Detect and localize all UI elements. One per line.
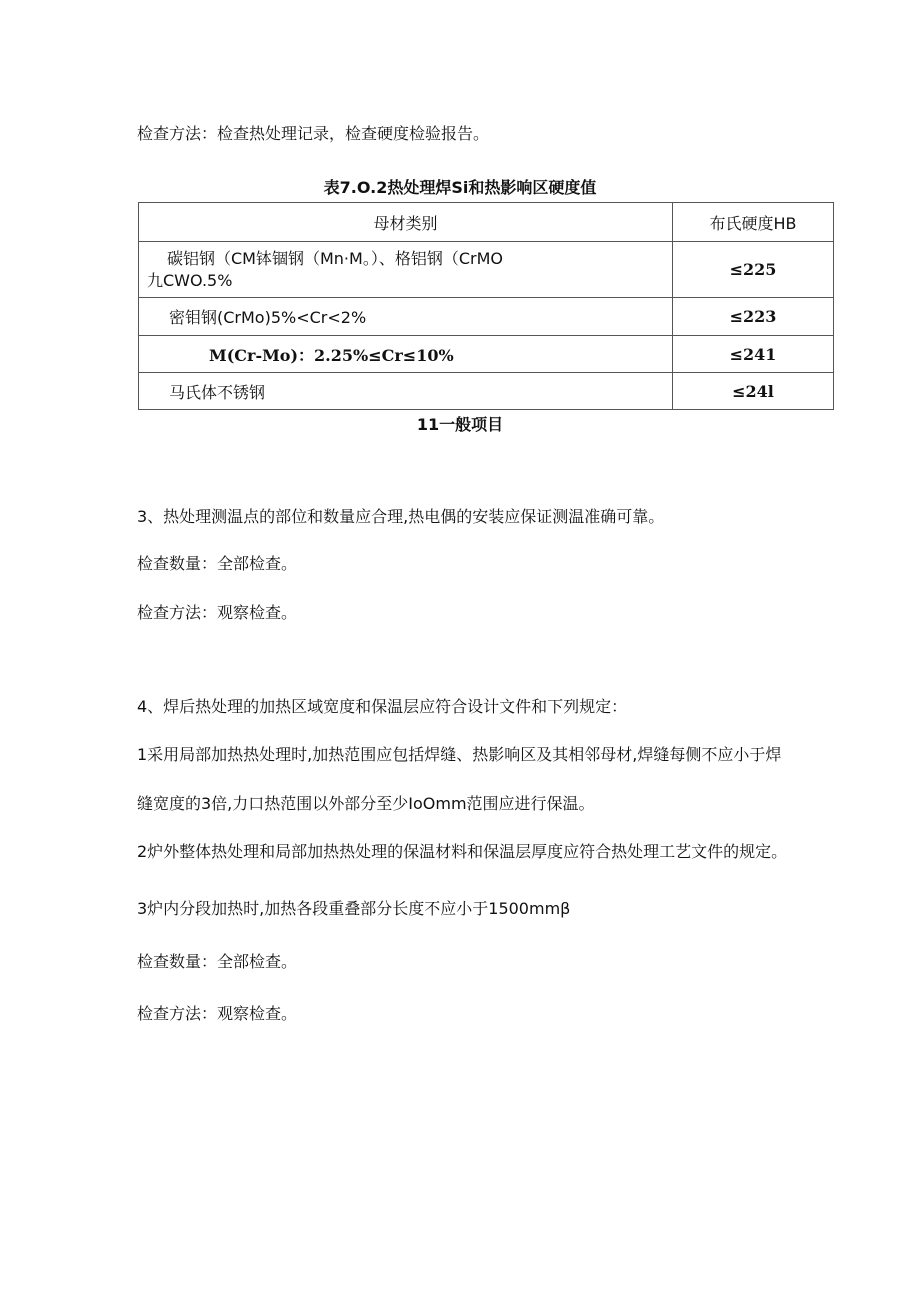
header-material: 母材类别 bbox=[139, 203, 673, 242]
item-4-3-paragraph: 3炉内分段加热时,加热各段重叠部分长度不应小于1500mmβ bbox=[137, 899, 571, 918]
table-row bbox=[139, 298, 834, 336]
table-row bbox=[139, 373, 834, 410]
hardness-cell: ≤223 bbox=[673, 298, 834, 336]
check-method-paragraph: 检查方法：观察检查。 bbox=[137, 1004, 298, 1023]
check-method-paragraph: 检查方法：检查热处理记录，检查硬度检验报告。 bbox=[137, 124, 490, 143]
item-4-paragraph: 4、焊后热处理的加热区域宽度和保温层应符合设计文件和下列规定： bbox=[137, 697, 628, 716]
section-heading: 11一般项目 bbox=[416, 415, 504, 434]
hardness-table bbox=[138, 202, 834, 410]
hardness-cell: ≤241 bbox=[673, 336, 834, 373]
item-4-1-paragraph-continued: 缝宽度的3倍,力口热范围以外部分至少IoOmm范围应进行保温。 bbox=[137, 794, 595, 813]
header-hardness: 布氏硬度HB bbox=[673, 203, 834, 242]
material-cell: 密钼钢(CrMo)5%<Cr<2% bbox=[139, 298, 673, 336]
material-cell: M(Cr-Mo)：2.25%≤Cr≤10% bbox=[139, 336, 673, 373]
material-cell: 马氏体不锈钢 bbox=[139, 373, 673, 410]
hardness-cell: ≤24l bbox=[673, 373, 834, 410]
table-row bbox=[139, 242, 834, 298]
material-cell bbox=[139, 242, 673, 298]
item-3-paragraph: 3、热处理测温点的部位和数量应合理,热电偶的安装应保证测温准确可靠。 bbox=[137, 507, 665, 526]
check-quantity-paragraph: 检查数量：全部检查。 bbox=[137, 554, 298, 573]
material-line-2: 九CWO.5% bbox=[147, 270, 233, 290]
check-quantity-paragraph: 检查数量：全部检查。 bbox=[137, 952, 298, 971]
table-row bbox=[139, 336, 834, 373]
hardness-cell: ≤225 bbox=[673, 242, 834, 298]
check-method-paragraph: 检查方法：观察检查。 bbox=[137, 603, 298, 622]
item-4-2-paragraph: 2炉外整体热处理和局部加热热处理的保温材料和保温层厚度应符合热处理工艺文件的规定。 bbox=[137, 842, 788, 861]
table-header-row bbox=[139, 203, 834, 242]
material-line-1: 碳铝钢（CM钵锢钢（Mn·M。）、格铝钢（CrMO bbox=[167, 248, 503, 268]
table-caption: 表7.O.2热处理焊Si和热影响区硬度值 bbox=[323, 178, 597, 197]
item-4-1-paragraph: 1采用局部加热热处理时,加热范围应包括焊缝、热影响区及其相邻母材,焊缝每侧不应小于焊 bbox=[137, 745, 782, 764]
